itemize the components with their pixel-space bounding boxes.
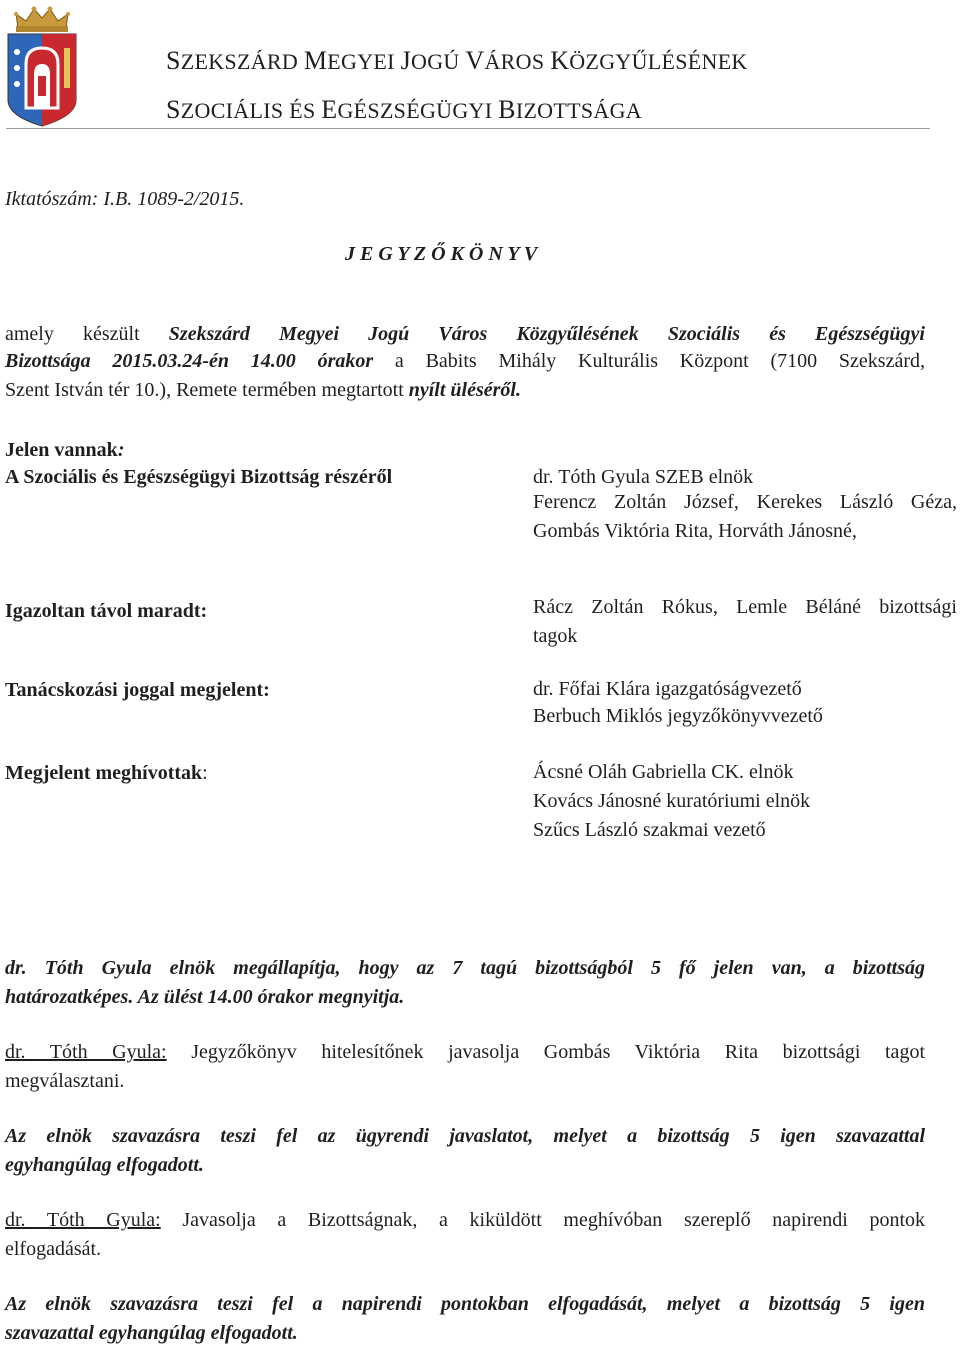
quorum-line-1: dr. Tóth Gyula elnök megállapítja, hogy az 7 tagú bizottságból 5 fő jelen van, a bizottság (5, 957, 925, 979)
header-divider (6, 128, 930, 129)
title-line1-word: KÖZGYŰLÉSÉNEK (550, 46, 748, 75)
intro-line-3: Szent István tér 10.), Remete termében megtartott nyílt üléséről. (5, 379, 521, 401)
document-heading: J E G Y Z Ő K Ö N Y V (345, 243, 538, 265)
invited-line-2: Kovács Jánosné kuratóriumi elnök (533, 790, 811, 812)
vote-result-1-line-2: egyhangúlag elfogadott. (5, 1154, 204, 1176)
minutes-certifier-line-2: megválasztani. (5, 1070, 125, 1092)
committee-member-line-1: dr. Tóth Gyula SZEB elnök (533, 466, 754, 488)
vote-result-2-line-2: szavazattal egyhangúlag elfogadott. (5, 1322, 298, 1344)
agenda-proposal-line-1: dr. Tóth Gyula: Javasolja a Bizottságnak, a kiküldött meghívóban szereplő napirendi pontok (5, 1209, 926, 1231)
absent-line-1: Rácz Zoltán Rókus, Lemle Béláné bizottsági (533, 596, 957, 618)
title-line2-word: BIZOTTSÁGA (498, 95, 642, 124)
advisory-line-1: dr. Főfai Klára igazgatóságvezető (533, 678, 802, 700)
committee-member-line-3: Gombás Viktória Rita, Horváth Jánosné, (533, 520, 857, 542)
committee-member-line-2: Ferencz Zoltán József, Kerekes László Géza, (533, 491, 957, 513)
quorum-line-2: határozatképes. Az ülést 14.00 órakor megnyitja. (5, 986, 405, 1008)
speaker-name: dr. Tóth Gyula: (5, 1041, 167, 1063)
agenda-proposal-line-2: elfogadását. (5, 1238, 102, 1260)
speaker-name: dr. Tóth Gyula: (5, 1209, 161, 1231)
minutes-certifier-line-1: dr. Tóth Gyula: Jegyzőkönyv hitelesítőnek javasolja Gombás Viktória Rita bizottsági tagot (5, 1041, 925, 1063)
invited-line-1: Ácsné Oláh Gabriella CK. elnök (533, 761, 794, 783)
title-line2-word: EGÉSZSÉGÜGYI (321, 95, 493, 124)
title-line1-word: JOGÚ (400, 46, 460, 75)
present-label: Jelen vannak: (5, 439, 125, 461)
title-line2-word: ÉS (289, 98, 316, 123)
advisory-line-2: Berbuch Miklós jegyzőkönyvvezető (533, 705, 823, 727)
committee-label: A Szociális és Egészségügyi Bizottság részéről (5, 466, 393, 488)
absent-label: Igazoltan távol maradt: (5, 600, 208, 622)
vote-result-1-line-1: Az elnök szavazásra teszi fel az ügyrendi javaslatot, melyet a bizottság 5 igen szavazattal (5, 1125, 925, 1147)
title-line2-word: SZOCIÁLIS (166, 95, 284, 124)
city-coat-of-arms-icon (4, 4, 80, 128)
title-line1-word: MEGYEI (303, 46, 395, 75)
absent-line-2: tagok (533, 625, 578, 647)
title-line1-word: SZEKSZÁRD (166, 46, 299, 75)
invited-line-3: Szűcs László szakmai vezető (533, 819, 766, 841)
reference-number: Iktatószám: I.B. 1089-2/2015. (5, 188, 245, 210)
vote-result-2-line-1: Az elnök szavazásra teszi fel a napirendi pontokban elfogadását, melyet a bizottság 5 igen (5, 1293, 925, 1315)
advisory-label: Tanácskozási joggal megjelent: (5, 679, 270, 701)
invited-label: Megjelent meghívottak: (5, 762, 208, 784)
intro-line-1: amely készült Szekszárd Megyei Jogú Város Közgyűlésének Szociális és Egészségügyi (5, 323, 925, 345)
title-line1-word: VÁROS (465, 46, 545, 75)
header-title-line1 (166, 46, 748, 76)
intro-line-2: Bizottsága 2015.03.24-én 14.00 órakor a Babits Mihály Kulturális Központ (7100 Szekszárd, (5, 350, 925, 372)
header-title-line2 (166, 95, 642, 125)
